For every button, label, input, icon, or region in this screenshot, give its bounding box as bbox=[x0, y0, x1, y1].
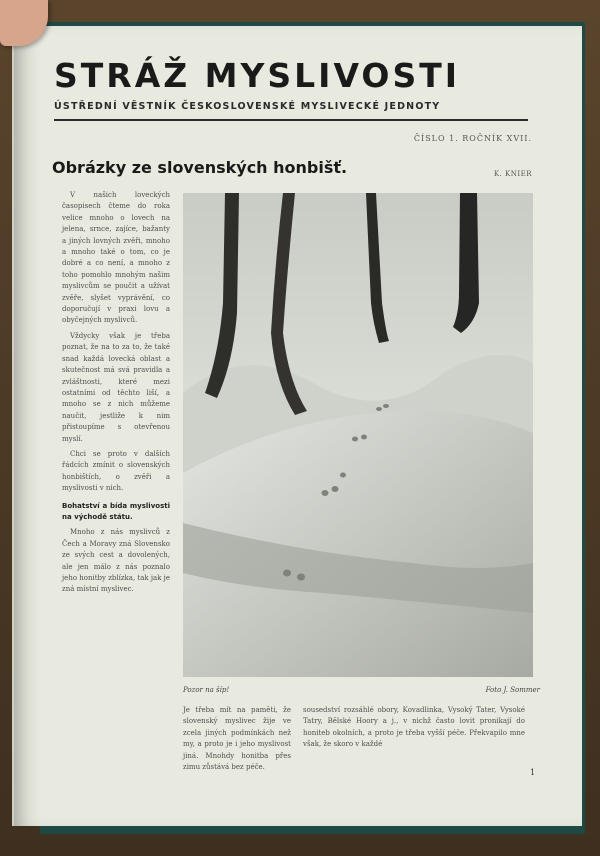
masthead-subtitle: ÚSTŘEDNÍ VĚSTNÍK ČESKOSLOVENSKÉ MYSLIVECKÉ JEDNOTY bbox=[54, 101, 441, 112]
issue-number: ČÍSLO 1. ROČNÍK XVII. bbox=[413, 134, 532, 143]
article-subheading: Bohatství a bída myslivosti na východě státu. bbox=[62, 501, 170, 521]
snow-scene-illustration bbox=[183, 193, 533, 677]
continuation-text-right: sousedství rozsáhlé obory, Kovadlinka, Vysoký Tater, Vysoké Tatry, Bělské Hoory a j., v nichž často lovit pronikají do honiteb okolních, a proto je třeba vyšší péče. Překvapilo mne však, že skoro v každé bbox=[303, 706, 525, 749]
masthead-title: STRÁŽ MYSLIVOSTI bbox=[54, 56, 461, 95]
photo-caption: Pozor na šíp! bbox=[183, 686, 230, 694]
article-paragraph: Vždycky však je třeba poznat, že na to za to, že také snad každá lovecká oblast a skutečnost má svá pravidla a zvláštnosti, které mezi ostatními od těchto liší, a mnoho se z nich můžeme naučit, jestliže k nim přistoupíme s otevřenou myslí. bbox=[62, 331, 170, 443]
article-author: K. KNIER bbox=[493, 170, 532, 178]
continuation-text-left: Je třeba mít na paměti, že slovenský myslivec žije ve zcela jiných podmínkách než my, a proto je i jeho myslivost jiná. Mnohdy honitba přes zimu zůstává bez péče. bbox=[183, 706, 291, 772]
article-text-column bbox=[62, 190, 170, 600]
page-number: 1 bbox=[530, 768, 536, 777]
article-paragraph: Chci se proto v dalších řádcích zmínit o slovenských honbištích, o zvěři a myslivosti v nich. bbox=[62, 449, 170, 493]
photo-credit: Foto J. Sommer bbox=[485, 686, 540, 694]
snow-forest-photo bbox=[183, 193, 533, 677]
article-paragraph: Mnoho z nás myslivců z Čech a Moravy zná Slovensko ze svých cest a dovolených, ale jen málo z nás poznalo jeho honitby zblízka, tak jak je zná místní myslivec. bbox=[62, 528, 170, 594]
article-paragraph: V našich loveckých časopisech čteme do roka velice mnoho o lovech na jelena, srnce, zajíce, bažanty a jiných lovných zvěři, mnoho a mnoho také o tom, co je dobré a co není, a mnoho z toho pomohlo mnohým našim myslivcům se poučit a užívat zvěře, slyšet vyprávění, co doporučují v praxi lovu a obyčejných myslivců. bbox=[62, 191, 170, 325]
article-headline: Obrázky ze slovenských honbišť. bbox=[52, 158, 348, 177]
masthead-rule bbox=[54, 119, 528, 121]
